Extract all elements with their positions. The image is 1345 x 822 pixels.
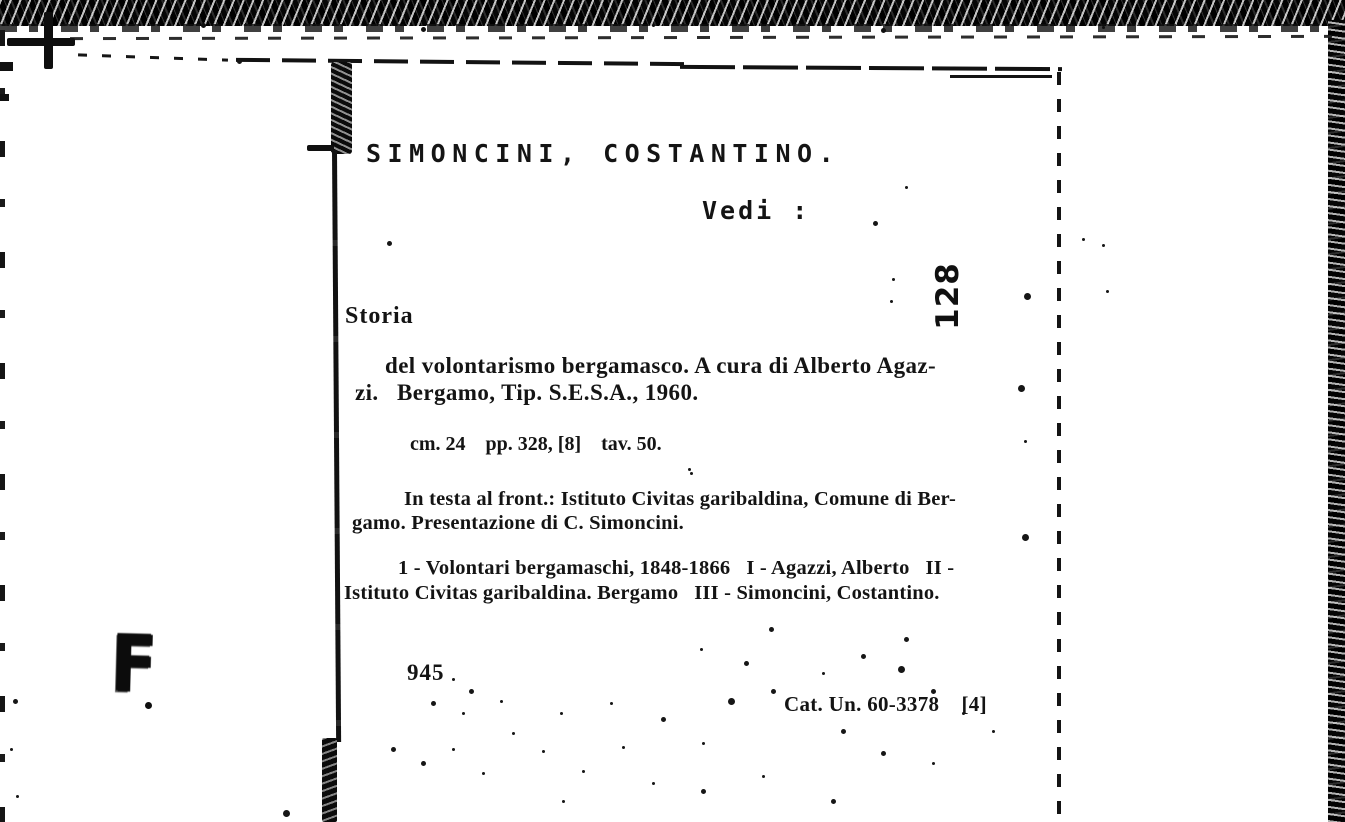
crop-mark-stub — [0, 62, 13, 71]
collation-line: cm. 24 pp. 328, [8] tav. 50. — [410, 433, 662, 455]
shelf-number: 945 — [407, 660, 445, 685]
card-left-border-bottom-blotch — [322, 738, 337, 822]
dashed-guide-line-top — [70, 35, 1332, 40]
card-top-border-left-segment — [236, 58, 686, 66]
author-heading: SIMONCINI, COSTANTINO. — [366, 139, 841, 168]
card-left-border-tick — [307, 145, 334, 151]
title-entry-word: Storia — [345, 303, 414, 329]
note-line-2: gamo. Presentazione di C. Simoncini. — [352, 512, 684, 534]
dashed-guide-line-short — [78, 53, 228, 61]
card-top-border-right-segment — [680, 65, 1062, 71]
card-left-border-top-blotch — [331, 62, 352, 154]
card-right-border-dashed — [1057, 72, 1061, 822]
note-line-1: In testa al front.: Istituto Civitas garibaldina, Comune di Ber- — [404, 488, 957, 510]
card-left-border-line — [332, 150, 341, 742]
film-edge-line-left — [0, 30, 5, 822]
tracing-line-2: Istituto Civitas garibaldina. Bergamo III - Simoncini, Costantino. — [344, 582, 940, 604]
scan-noise-band-top-frayed-edge — [0, 24, 1345, 32]
stamp-letter-f: F — [109, 619, 158, 711]
scan-noise-band-top — [0, 0, 1345, 26]
crop-mark-cross-vertical — [44, 12, 53, 69]
rotated-side-number: 128 — [930, 262, 966, 330]
see-reference-label: Vedi : — [702, 196, 811, 225]
title-statement-line-2: zi. Bergamo, Tip. S.E.S.A., 1960. — [355, 380, 699, 405]
card-top-corner-stub — [950, 75, 1052, 78]
scan-noise-band-right — [1328, 20, 1345, 822]
tracing-line-1: 1 - Volontari bergamaschi, 1848-1866 I - Agazzi, Alberto II - — [398, 557, 955, 579]
crop-mark-stub-2 — [0, 94, 9, 101]
noise-speckles — [0, 0, 3, 3]
crop-mark-cross-horizontal — [7, 38, 75, 46]
catalog-reference-number: Cat. Un. 60-3378 [4] — [784, 692, 987, 716]
title-statement-line-1: del volontarismo bergamasco. A cura di Alberto Agaz- — [385, 353, 937, 378]
